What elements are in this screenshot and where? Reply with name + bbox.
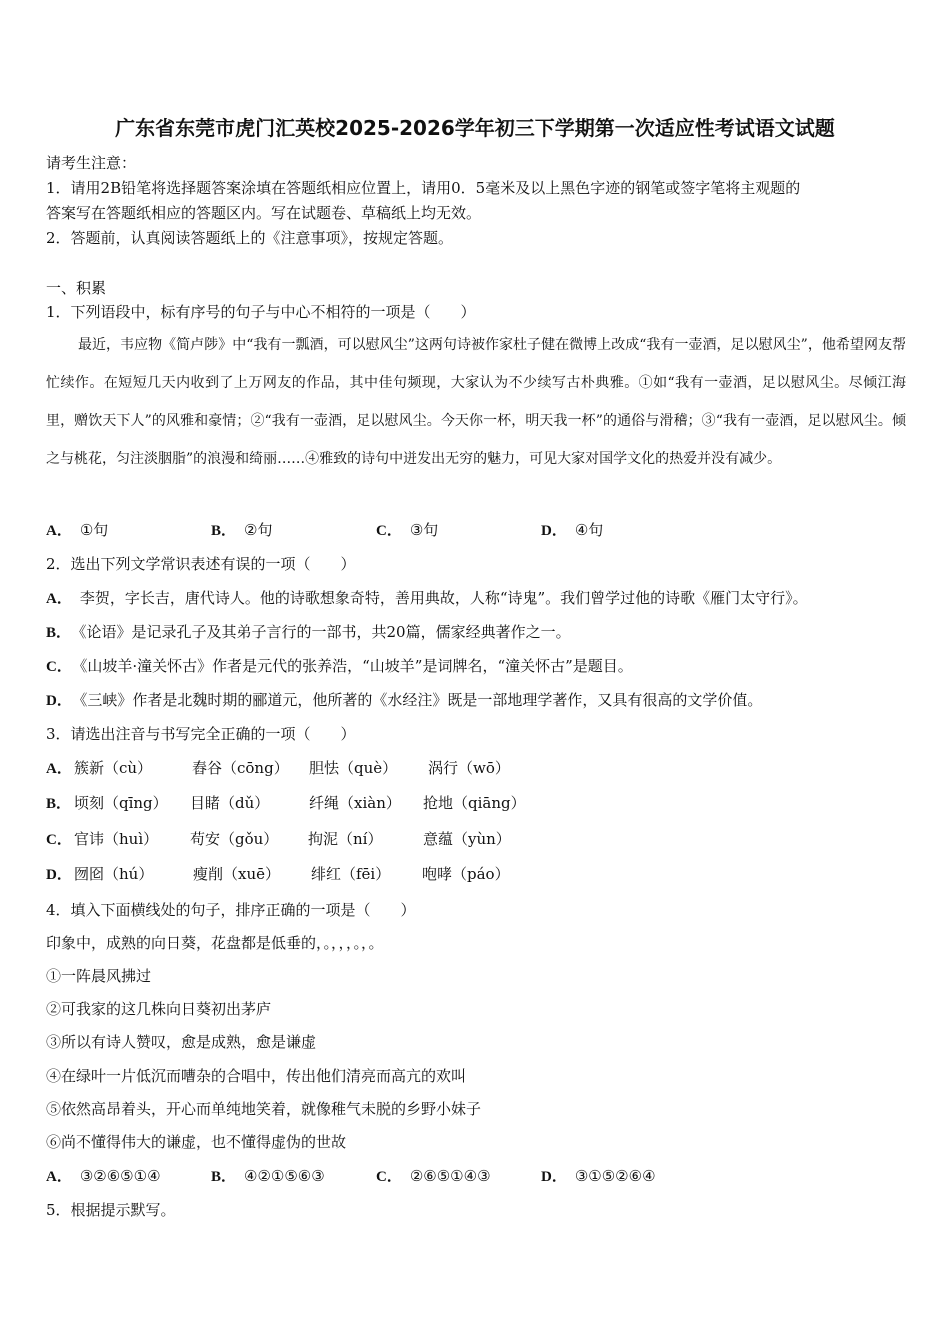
option-label: C．: [376, 523, 402, 539]
question-1-stem: 1．下列语段中，标有序号的句子与中心不相符的一项是（ ）: [46, 303, 476, 321]
notice-item-1-line-2: 答案写在答题纸相应的答题区内。写在试题卷、草稿纸上均无效。: [46, 204, 482, 222]
option-text: ②⑥⑤①④③: [409, 1167, 491, 1185]
option-text: ③①⑤②⑥④: [574, 1167, 656, 1185]
question-4-stem: 4．填入下面横线处的句子，排序正确的一项是（ ）: [46, 901, 416, 919]
option-text: ①句: [79, 521, 109, 539]
word: 绯红（fēi）: [311, 865, 391, 883]
option-text: ③句: [409, 521, 439, 539]
notice-item-1-line-1: 1．请用2B铅笔将选择题答案涂填在答题纸相应位置上，请用0．5毫米及以上黑色字迹的钢笔或签字笔将主观题的: [46, 179, 801, 197]
option-label: D．: [46, 867, 72, 883]
question-1-option-a[interactable]: [46, 519, 108, 540]
question-4-sentence: ⑤依然高昂着头，开心而单纯地笑着，就像稚气未脱的乡野小妹子: [46, 1100, 482, 1118]
option-label: D．: [46, 693, 72, 709]
question-4-option-c[interactable]: [376, 1165, 491, 1186]
question-4-option-b[interactable]: [211, 1165, 325, 1186]
option-text: ②句: [244, 521, 273, 539]
question-1-option-b[interactable]: [211, 519, 272, 540]
option-label: A．: [46, 761, 72, 777]
option-label: B．: [211, 1169, 237, 1185]
question-2-option-a[interactable]: [46, 587, 808, 608]
question-1-passage: 最近，韦应物《简卢陟》中“我有一瓢酒，可以慰风尘”这两句诗被作家杜子健在微博上改成“我有一壶酒，足以慰风尘”，他希望网友帮忙续作。在短短几天内收到了上万网友的作品，其中佳句频现，大家认为不少续写古朴典雅。①如“我有一壶酒，足以慰风尘。尽倾江海里，赠饮天下人”的风雅和豪情；②“我有一壶酒，足以慰风尘。今天你一杯，明天我一杯”的通俗与滑稽；③“我有一壶酒，足以慰风尘。倾之与桃花，匀注淡胭脂”的浪漫和绮丽……④雅致的诗句中迸发出无穷的魅力，可见大家对国学文化的热爱并没有减少。: [46, 337, 906, 467]
option-label: A．: [46, 523, 72, 539]
notice-item-2: 2．答题前，认真阅读答题纸上的《注意事项》，按规定答题。: [46, 229, 454, 247]
word: 簇新（cù）: [74, 759, 153, 777]
option-text: ④②①⑤⑥③: [244, 1167, 325, 1185]
question-4-sentence: ③所以有诗人赞叹，愈是成熟，愈是谦虚: [46, 1033, 317, 1051]
question-3-stem: 3．请选出注音与书写完全正确的一项（ ）: [46, 725, 356, 743]
word: 舂谷（cōng）: [192, 759, 289, 777]
option-label: A．: [46, 1169, 72, 1185]
word: 胆怯（què）: [309, 759, 398, 777]
word: 顷刻（qīng）: [74, 794, 168, 812]
question-4-sentence: ⑥尚不懂得伟大的谦虚，也不懂得虚伪的世故: [46, 1133, 347, 1151]
word: 抢地（qiāng）: [423, 794, 526, 812]
option-label: D．: [541, 523, 567, 539]
word: 涡行（wō）: [428, 759, 510, 777]
question-4-sentence: ④在绿叶一片低沉而嘈杂的合唱中，传出他们清亮而高亢的欢叫: [46, 1067, 467, 1085]
question-2-option-c[interactable]: [46, 655, 633, 676]
question-4-option-a[interactable]: [46, 1165, 161, 1186]
question-4-option-d[interactable]: [541, 1165, 656, 1186]
word: 拘泥（ní）: [308, 830, 383, 848]
question-1-option-c[interactable]: [376, 519, 438, 540]
question-2-stem: 2．选出下列文学常识表述有误的一项（ ）: [46, 555, 356, 573]
option-text: ③②⑥⑤①④: [79, 1167, 161, 1185]
question-2-option-d[interactable]: [46, 689, 762, 710]
word: 瘦削（xuē）: [193, 865, 280, 883]
word: 目睹（dǔ）: [190, 794, 270, 812]
question-4-lead: 印象中，成熟的向日葵，花盘都是低垂的，。，，，。，。: [46, 934, 384, 952]
option-text: 《山坡羊·潼关怀古》作者是元代的张养浩，“山坡羊”是词牌名，“潼关怀古”是题目。: [79, 657, 633, 675]
question-4-sentence: ②可我家的这几株向日葵初出茅庐: [46, 1000, 272, 1018]
word: 意蕴（yùn）: [423, 830, 511, 848]
option-label: C．: [46, 659, 72, 675]
option-text: ④句: [574, 521, 604, 539]
option-text: 李贺，字长吉，唐代诗人。他的诗歌想象奇特，善用典故，人称“诗鬼”。我们曾学过他的诗歌《雁门太守行》。: [79, 589, 808, 607]
word: 官讳（huì）: [74, 830, 159, 848]
word: 囫囵（hú）: [74, 865, 154, 883]
option-text: 《三峡》作者是北魏时期的郦道元，他所著的《水经注》既是一部地理学著作，又具有很高的文学价值。: [79, 691, 763, 709]
option-label: B．: [46, 625, 72, 641]
word: 咆哮（páo）: [422, 865, 510, 883]
option-label: C．: [46, 832, 72, 848]
question-4-sentence: ①一阵晨风拂过: [46, 967, 152, 985]
question-2-option-b[interactable]: [46, 621, 571, 642]
question-1-option-d[interactable]: [541, 519, 603, 540]
option-label: C．: [376, 1169, 402, 1185]
option-label: A．: [46, 591, 72, 607]
option-label: B．: [211, 523, 237, 539]
question-5-stem: 5．根据提示默写。: [46, 1201, 176, 1219]
page-title: 广东省东莞市虎门汇英校2025-2026学年初三下学期第一次适应性考试语文试题: [115, 116, 835, 140]
notice-heading: 请考生注意：: [46, 154, 137, 172]
option-label: D．: [541, 1169, 567, 1185]
word: 苟安（gǒu）: [190, 830, 279, 848]
option-label: B．: [46, 796, 72, 812]
option-text: 《论语》是记录孔子及其弟子言行的一部书，共20篇，儒家经典著作之一。: [79, 623, 571, 641]
word: 纤绳（xiàn）: [309, 794, 401, 812]
section-heading: 一、积累: [46, 279, 107, 297]
